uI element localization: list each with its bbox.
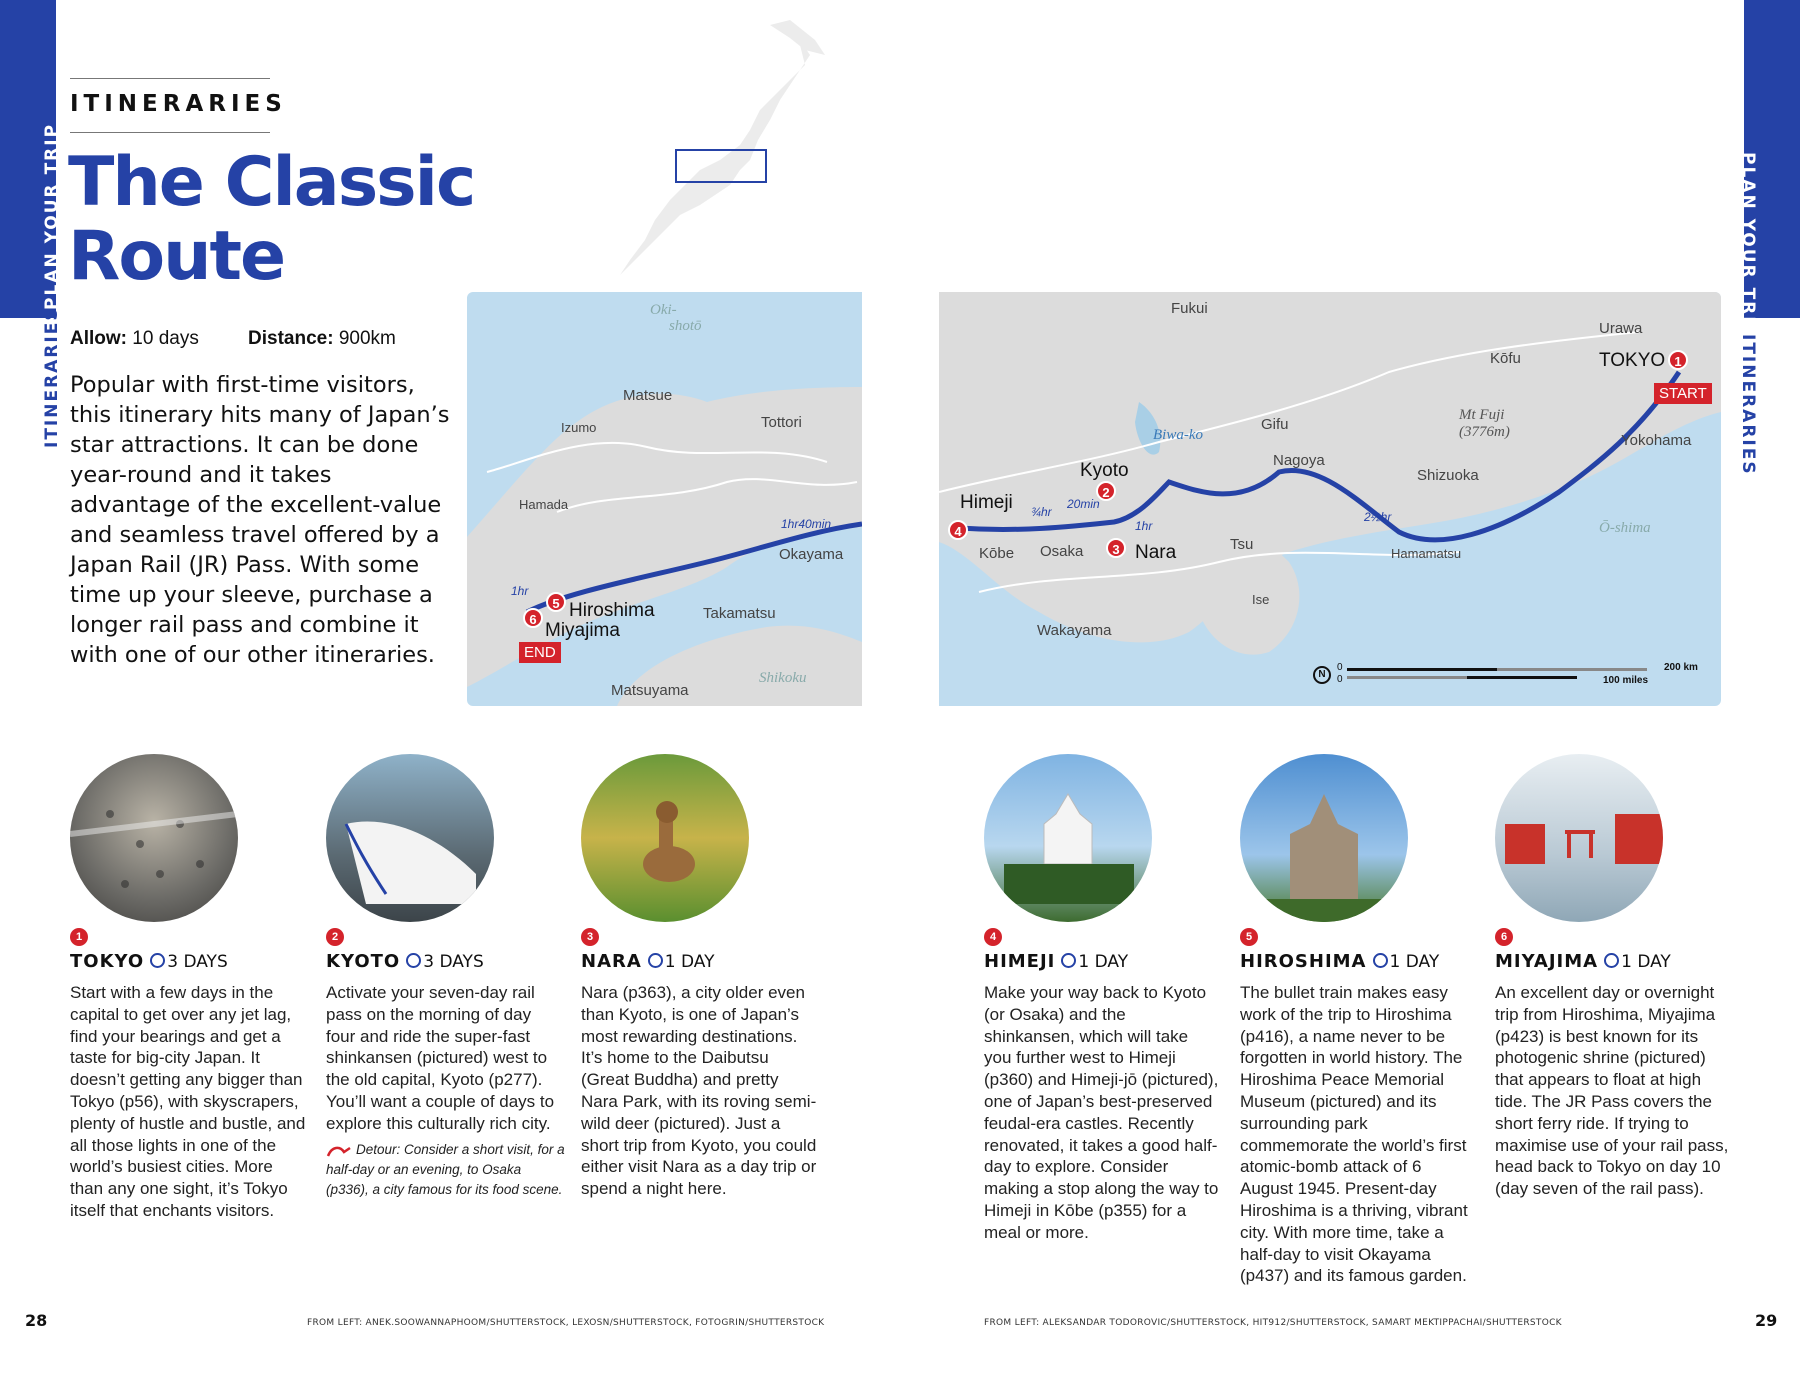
- north-arrow-icon: N: [1313, 666, 1331, 684]
- stop-4-heading: [984, 951, 1128, 973]
- stop-5-body: The bullet train makes easy work of the trip to Hiroshima (p416), a name never to be forgotten in world history. The Hiroshima Peace Memorial Museum (pictured) and its surrounding park commemorate the world’s first atomic-bomb attack of 6 August 1945. Present-day Hiroshima is a thriving, vibrant city. With more time, take a half-day to visit Okayama (p437) and its famous garden.: [1240, 983, 1468, 1286]
- clock-icon: [406, 953, 421, 968]
- intro-paragraph: Popular with first-time visitors, this itinerary hits many of Japan’s star attractions. It can be done year-round and it takes advantage of the excellent-value and seamless travel offered by a Japan Rail (JR) Pass. With some time up your sleeve, purchase a longer rail pass and combine it with one of our other itineraries.: [70, 372, 450, 668]
- right-section-label: ITINERARIES: [1738, 334, 1758, 476]
- distance-value: 900km: [338, 328, 396, 349]
- map-label-tokyo: TOKYO: [1599, 350, 1666, 371]
- stop-3-body: Nara (p363), a city older even than Kyoto, is one of Japan’s most rewarding destinations. It’s home to the Daibutsu (Great Buddha) and pretty Nara Park, with its roving semi-wild deer (pictured). Just a short trip from Kyoto, you could either visit Nara as a day trip or spend a night here.: [581, 983, 817, 1199]
- map-pin-1[interactable]: 1: [1668, 350, 1688, 370]
- stop-5-number: 5: [1240, 928, 1258, 946]
- map-pin-4[interactable]: 4: [948, 520, 968, 540]
- map-start-flag: START: [1654, 383, 1712, 404]
- stop-4-duration: 1 DAY: [1078, 952, 1129, 972]
- kicker-rule-top: [70, 78, 270, 79]
- map-label-fukui: Fukui: [1171, 300, 1208, 317]
- kicker-rule-bottom: [70, 132, 270, 133]
- stop-4-body: Make your way back to Kyoto (or Osaka) and the shinkansen, which will take you further west to Himeji (p360) and Himeji-jō (pictured), one of Japan’s best-preserved feudal-era castles. Recently renovated, it takes a good half-day to explore. Consider making a stop along the way to Himeji in Kōbe (p355) for a meal or more.: [984, 983, 1219, 1242]
- map-pin-3[interactable]: 3: [1106, 538, 1126, 558]
- stop-4-name: HIMEJI: [984, 951, 1056, 972]
- map-label-time-shizuoka: 2½hr: [1364, 510, 1392, 524]
- stop-2-number: 2: [326, 928, 344, 946]
- photo-credit-left: FROM LEFT: ANEK.SOOWANNAPHOOM/SHUTTERSTOCK, LEXOSN/SHUTTERSTOCK, FOTOGRIN/SHUTTERSTOCK: [307, 1318, 825, 1328]
- clock-icon: [648, 953, 663, 968]
- map-label-gifu: Gifu: [1261, 416, 1289, 433]
- left-section-label: ITINERARIES: [42, 306, 62, 448]
- stop-2-body: Activate your seven-day rail pass on the morning of day four and ride the super-fast shinkansen (pictured) west to the old capital, Kyoto (p277). You’ll want a couple of days to explore this culturally rich city.: [326, 983, 555, 1133]
- scale-km: 200 km: [1664, 662, 1698, 673]
- page-title: [68, 143, 475, 296]
- map-label-ise: Ise: [1252, 592, 1270, 607]
- map-pin-5[interactable]: 5: [546, 592, 566, 612]
- photo-hiroshima: [1240, 754, 1408, 922]
- map-label-matsuyama: Matsuyama: [611, 682, 689, 699]
- allow-label: Allow:: [70, 328, 127, 349]
- map-end-flag: END: [519, 642, 561, 663]
- stop-2-detour: Detour: Consider a short visit, for a half-day or an evening, to Osaka (p336), a city famous for its food scene.: [326, 1142, 565, 1197]
- map-label-hiroshima: Hiroshima: [569, 600, 655, 621]
- page-title-line2: Route: [68, 217, 285, 296]
- stop-2-heading: [326, 951, 484, 973]
- map-label-time-miyajima: 1hr: [511, 584, 529, 598]
- stop-5-name: HIROSHIMA: [1240, 951, 1367, 972]
- distance-info: [248, 328, 396, 350]
- stop-1-body: Start with a few days in the capital to get over any jet lag, find your bearings and get a taste for big-city Japan. It doesn’t getting any bigger than Tokyo (p56), with skyscrapers, plenty of hustle and bustle, and all those lights in one of the world’s busiest cities. More than any one sight, it’s Tokyo itself that enchants visitors.: [70, 983, 306, 1220]
- map-label-oki2: shotō: [669, 318, 702, 334]
- clock-icon: [1373, 953, 1388, 968]
- map-label-time-okayama: 1hr40min: [781, 517, 832, 531]
- stop-5-duration: 1 DAY: [1389, 952, 1440, 972]
- stop-1-duration: 3 DAYS: [167, 952, 228, 972]
- clock-icon: [1604, 953, 1619, 968]
- distance-label: Distance:: [248, 328, 334, 349]
- map-east: [939, 292, 1721, 706]
- map-label-shikoku: Shikoku: [759, 670, 807, 686]
- map-label-hamada: Hamada: [519, 497, 569, 512]
- stop-4-number: 4: [984, 928, 1002, 946]
- map-label-urawa: Urawa: [1599, 320, 1643, 337]
- map-label-mtfuji-height: (3776m): [1459, 424, 1510, 440]
- map-label-biwako: Biwa-ko: [1153, 427, 1203, 443]
- map-label-wakayama: Wakayama: [1037, 622, 1112, 639]
- map-label-tsu: Tsu: [1230, 536, 1254, 553]
- page-number-right: 29: [1755, 1311, 1778, 1330]
- stop-3-name: NARA: [581, 951, 642, 972]
- stop-3-heading: [581, 951, 715, 973]
- photo-credit-right: FROM LEFT: ALEKSANDAR TODOROVIC/SHUTTERSTOCK, HIT912/SHUTTERSTOCK, SAMART MEKTIPPACHAI/SHUTTERSTOCK: [984, 1318, 1562, 1328]
- stop-3-number: 3: [581, 928, 599, 946]
- map-pin-6[interactable]: 6: [523, 608, 543, 628]
- stop-6-duration: 1 DAY: [1621, 952, 1671, 972]
- stop-6-name: MIYAJIMA: [1495, 951, 1599, 972]
- map-label-kobe: Kōbe: [979, 545, 1015, 562]
- map-label-mtfuji: Mt Fuji: [1459, 407, 1505, 423]
- photo-tokyo: [70, 754, 238, 922]
- stop-1-name: TOKYO: [70, 951, 145, 972]
- map-label-matsue: Matsue: [623, 387, 673, 404]
- map-label-time-himeji: ¾hr: [1031, 505, 1052, 519]
- map-west: [467, 292, 862, 706]
- stop-2-duration: 3 DAYS: [423, 952, 484, 972]
- map-label-time-nara: 1hr: [1135, 519, 1153, 533]
- page-number-left: 28: [25, 1311, 48, 1330]
- clock-icon: [1061, 953, 1076, 968]
- stop-6-number: 6: [1495, 928, 1513, 946]
- scale-zero-mi: 0: [1337, 674, 1343, 685]
- map-label-izumo: Izumo: [561, 420, 597, 435]
- map-label-yokohama: Yokohama: [1621, 432, 1692, 449]
- map-label-hamamatsu: Hamamatsu: [1391, 546, 1462, 561]
- stop-2-name: KYOTO: [326, 951, 401, 972]
- map-label-himeji: Himeji: [960, 492, 1013, 513]
- map-label-oki: Oki-: [650, 302, 677, 318]
- map-label-okayama: Okayama: [779, 546, 844, 563]
- map-label-osaka: Osaka: [1040, 543, 1084, 560]
- clock-icon: [150, 953, 165, 968]
- section-kicker: ITINERARIES: [70, 91, 287, 117]
- photo-kyoto: [326, 754, 494, 922]
- map-label-kyoto: Kyoto: [1080, 460, 1129, 481]
- map-label-takamatsu: Takamatsu: [703, 605, 776, 622]
- stop-1-heading: [70, 951, 228, 973]
- map-label-tottori: Tottori: [761, 414, 802, 431]
- japan-locator-map: [600, 20, 830, 290]
- stop-3-duration: 1 DAY: [664, 952, 715, 972]
- map-label-shizuoka: Shizuoka: [1417, 467, 1479, 484]
- allow-value: 10 days: [132, 328, 199, 349]
- stop-6-body: An excellent day or overnight trip from Hiroshima, Miyajima (p423) is best known for its photogenic shrine (pictured) that appears to float at high tide. The JR Pass covers the short ferry ride. If trying to maximise use of your rail pass, head back to Tokyo on day 10 (day seven of the rail pass).: [1495, 983, 1729, 1199]
- allow-info: [70, 328, 199, 350]
- scale-mi: 100 miles: [1603, 675, 1649, 686]
- page-title-line1: The Classic: [68, 143, 475, 222]
- map-label-time-kyoto: 20min: [1067, 497, 1100, 511]
- map-label-kofu: Kōfu: [1490, 350, 1521, 367]
- stop-1-number: 1: [70, 928, 88, 946]
- map-label-nagoya: Nagoya: [1273, 452, 1325, 469]
- right-tab-label: PLAN YOUR TRIP: [1738, 152, 1758, 340]
- scale-zero-km: 0: [1337, 662, 1343, 673]
- map-pin-2[interactable]: 2: [1096, 481, 1116, 501]
- map-label-oshima: Ō-shima: [1599, 520, 1651, 536]
- map-label-nara: Nara: [1135, 542, 1177, 563]
- map-label-miyajima: Miyajima: [545, 620, 620, 641]
- photo-miyajima: [1495, 754, 1663, 922]
- photo-nara: [581, 754, 749, 922]
- stop-6-heading: [1495, 951, 1671, 973]
- left-tab-label: PLAN YOUR TRIP: [42, 122, 62, 310]
- photo-himeji: [984, 754, 1152, 922]
- stop-5-heading: [1240, 951, 1439, 973]
